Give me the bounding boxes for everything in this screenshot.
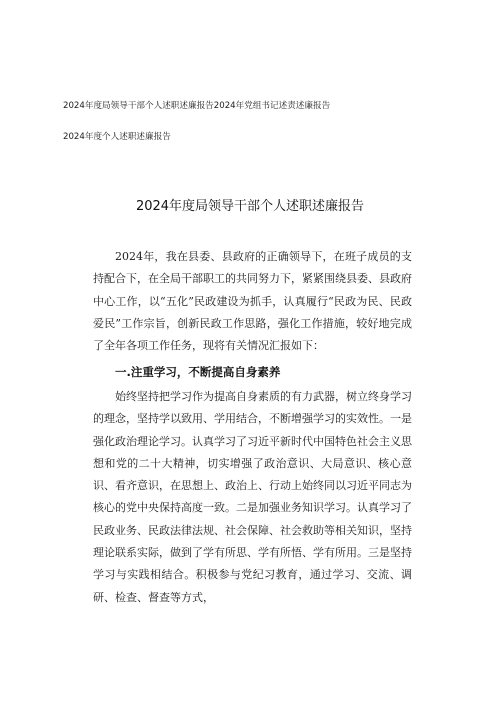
document-title: 2024年度局领导干部个人述职述廉报告 [135, 199, 365, 214]
related-title-line: 2024年度局领导干部个人述职述廉报告2024年党组书记述责述廉报告 [63, 101, 331, 111]
section-heading: 一.注重学习，不断提高自身素养 [115, 365, 281, 379]
section-paragraph: 始终坚持把学习作为提高自身素质的有力武器，树立终身学习的理念，坚持学以致用、学用结合，不断增强学习的实效性。一是强化政治理论学习。认真学习了习近平新时代中国特色社会主义思想和党的二十大精神，切实增强了政治意识、大局意识、核心意识、看齐意识，在思想上、政治上、行动上始终同以习近平同志为核心的党中央保持高度一致。二是加强业务知识学习。认真学习了民政业务、民政法律法规、社会保障、社会救助等相关知识，坚持理论联系实际，做到了学有所思、学有所悟、学有所用。三是坚持学习与实践相结合。积极参与党纪习教育，通过学习、交流、调研、检查、督查等方式， [93, 390, 412, 604]
related-title-line: 2024年度个人述职述廉报告 [63, 132, 171, 142]
intro-paragraph: 2024年，我在县委、县政府的正确领导下，在班子成员的支持配合下，在全局干部职工的共同努力下，紧紧围绕县委、县政府中心工作，以“五化”民政建设为抓手，认真履行“民政为民、民政爱民”工作宗旨，创新民政工作思路，强化工作措施，较好地完成了全年各项工作任务，现将有关情况汇报如下： [93, 250, 412, 353]
